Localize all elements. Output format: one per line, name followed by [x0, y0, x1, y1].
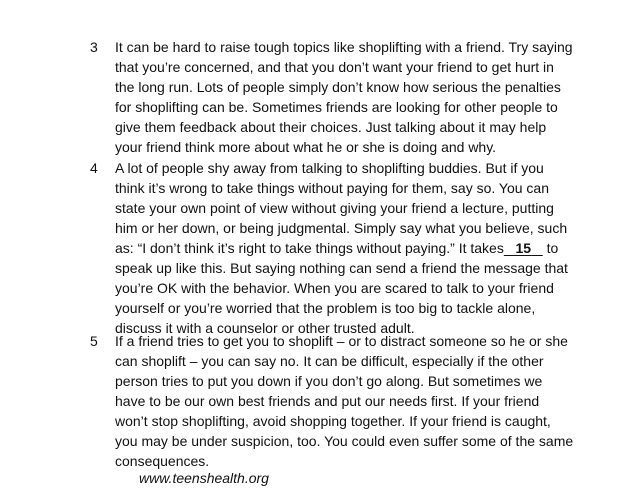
- text-line: can shoplift – you can say no. It can be difficult, especially if the other: [115, 353, 544, 369]
- text-line: person tries to put you down if you don’t go along. But sometimes we: [115, 373, 543, 389]
- text-line: have to be our own best friends and put our needs first. If your friend: [115, 393, 540, 409]
- text-line: that you’re concerned, and that you don’t want your friend to get hurt in: [115, 59, 554, 75]
- text-line: [115, 238, 605, 258]
- paragraph-text: [115, 331, 605, 471]
- source-citation: www.teenshealth.org: [139, 470, 269, 486]
- paragraph-number: 4: [90, 160, 98, 176]
- text-line: A lot of people shy away from talking to shoplifting buddies. But if you: [115, 160, 544, 176]
- line-text: to: [546, 240, 559, 256]
- text-line: you’re OK with the behavior. When you are scared to talk to your friend: [115, 280, 554, 296]
- text-line: If a friend tries to get you to shoplift – or to distract someone so he or she: [115, 333, 568, 349]
- text-line: think it’s wrong to take things without paying for them, say so. You can: [115, 180, 549, 196]
- text-line: yourself or you’re worried that the problem is too big to tackle alone,: [115, 300, 536, 316]
- line-text: as: “I don’t think it’s right to take things without paying.” It takes: [115, 240, 504, 256]
- paragraph-text: [115, 37, 605, 157]
- paragraph-number: 3: [90, 39, 98, 55]
- text-line: speak up like this. But saying nothing can send a friend the message that: [115, 260, 568, 276]
- text-line: him or her down, or being judgmental. Simply say what you believe, such: [115, 220, 568, 236]
- text-line: won’t stop shoplifting, avoid shopping together. If your friend is caught,: [115, 413, 551, 429]
- text-line: you may be under suspicion, too. You could even suffer some of the same: [115, 433, 574, 449]
- paragraph-text: [115, 158, 605, 338]
- text-line: state your own point of view without giving your friend a lecture, putting: [115, 200, 554, 216]
- paragraph-number: 5: [90, 333, 98, 349]
- text-line: give them feedback about their choices. Just talking about it may help: [115, 119, 547, 135]
- text-line: the long run. Lots of people simply don’t know how serious the penalties: [115, 79, 561, 95]
- text-line: for shoplifting can be. Sometimes friends are looking for other people to: [115, 99, 558, 115]
- text-line: It can be hard to raise tough topics like shoplifting with a friend. Try saying: [115, 39, 573, 55]
- blank-number: 15: [515, 240, 532, 256]
- text-line: discuss it with a counselor or other trusted adult.: [115, 320, 415, 336]
- text-line: your friend think more about what he or she is doing and why.: [115, 139, 497, 155]
- text-line: consequences.: [115, 453, 210, 469]
- answer-blank: [504, 240, 543, 256]
